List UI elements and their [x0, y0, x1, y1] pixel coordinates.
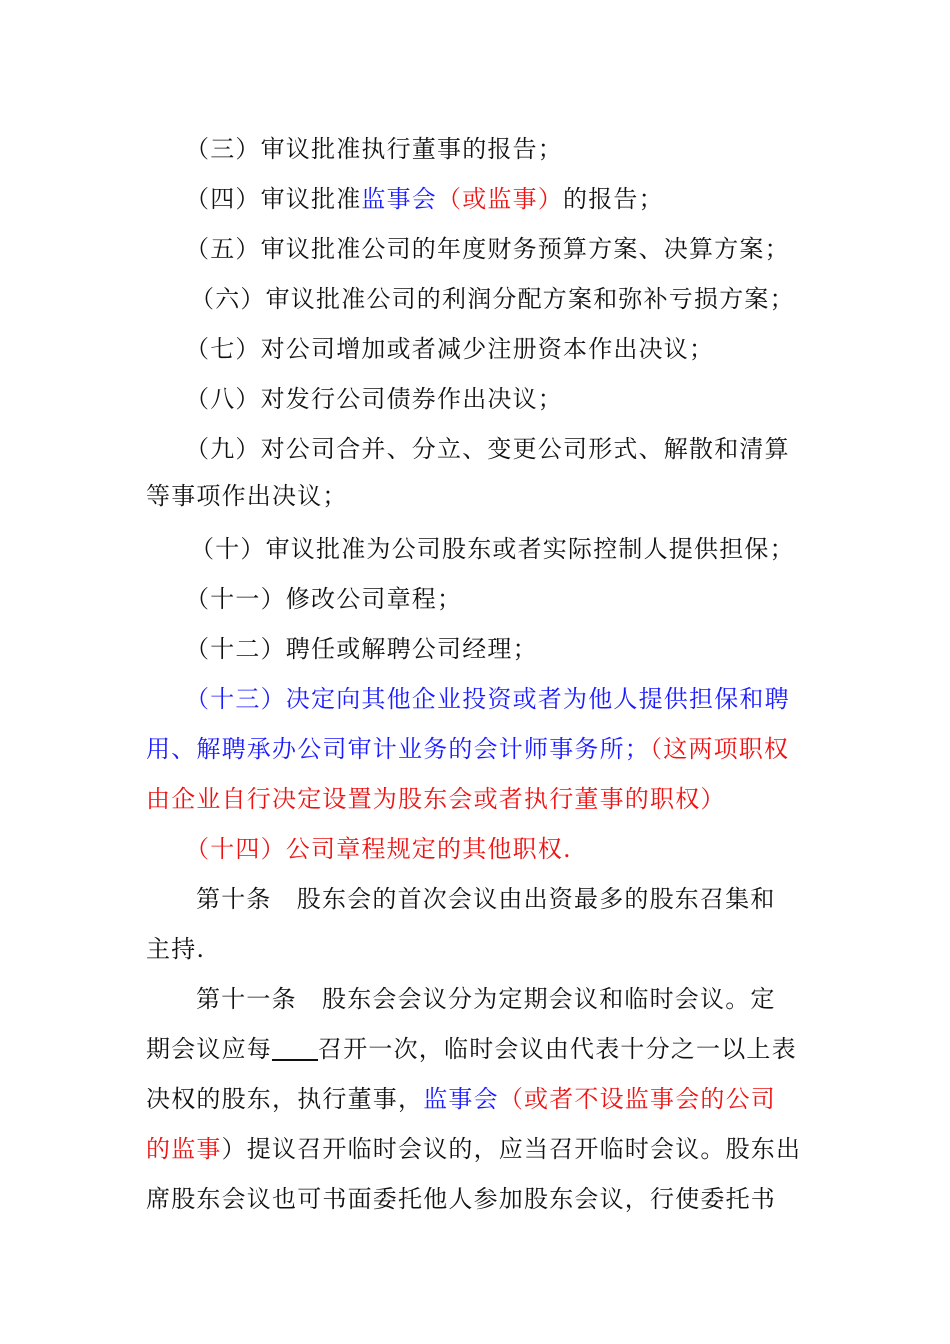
item-7: （七）对公司增加或者减少注册资本作出决议； — [185, 335, 715, 363]
item-10: （十）审议批准为公司股东或者实际控制人提供担保； — [190, 535, 795, 563]
item-4: （四）审议批准监事会（或监事）的报告； — [185, 185, 664, 213]
item-13: （十三）决定向其他企业投资或者为他人提供担保和聘 — [185, 685, 790, 713]
item-9-cont: 等事项作出决议； — [146, 482, 348, 510]
item-13-note: 由企业自行决定设置为股东会或者执行董事的职权） — [146, 785, 726, 813]
item-5: （五）审议批准公司的年度财务预算方案、决算方案； — [185, 235, 790, 263]
blank-underline — [272, 1037, 318, 1061]
article-11-line4: 的监事）提议召开临时会议的，应当召开临时会议。股东出 — [146, 1135, 802, 1163]
article-11-line5: 席股东会议也可书面委托他人参加股东会议，行使委托书 — [146, 1185, 776, 1213]
article-10-cont: 主持. — [146, 935, 206, 963]
item-9: （九）对公司合并、分立、变更公司形式、解散和清算 — [185, 435, 790, 463]
item-14: （十四）公司章程规定的其他职权. — [185, 835, 572, 863]
article-11-line2: 期会议应每 召开一次，临时会议由代表十分之一以上表 — [146, 1035, 797, 1063]
article-11-line3: 决权的股东，执行董事，监事会（或者不设监事会的公司 — [146, 1085, 777, 1113]
item-11: （十一）修改公司章程； — [185, 585, 463, 613]
item-6: （六）审议批准公司的利润分配方案和弥补亏损方案； — [190, 285, 795, 313]
item-12: （十二）聘任或解聘公司经理； — [185, 635, 538, 663]
item-13-cont: 用、解聘承办公司审计业务的会计师事务所；（这两项职权 — [146, 735, 790, 763]
article-11: 第十一条 股东会会议分为定期会议和临时会议。定 — [196, 985, 776, 1013]
item-3: （三）审议批准执行董事的报告； — [185, 135, 563, 163]
item-8: （八）对发行公司债券作出决议； — [185, 385, 563, 413]
article-10: 第十条 股东会的首次会议由出资最多的股东召集和 — [196, 885, 776, 913]
